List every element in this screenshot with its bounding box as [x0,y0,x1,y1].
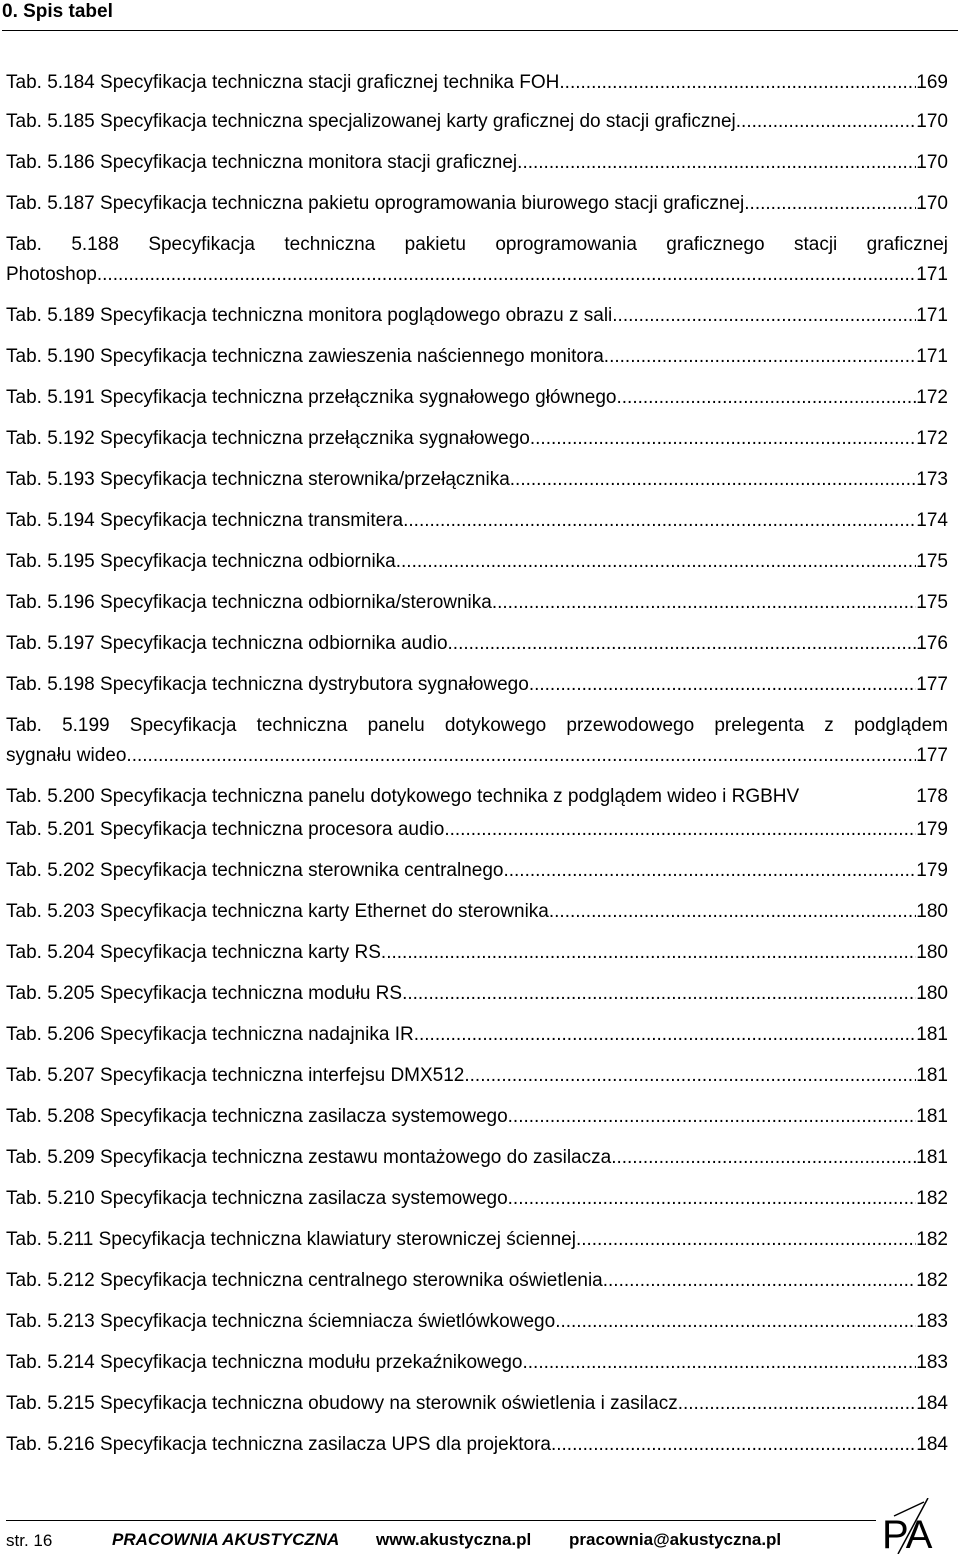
toc-entry-title: Tab. 5.196 Specyfikacja techniczna odbiornika/sterownika [6,592,492,613]
footer-website-link[interactable]: www.akustyczna.pl [376,1530,532,1549]
toc-page-number: 170 [916,152,948,173]
toc-dot-leader [464,1061,916,1091]
toc-dot-leader [611,1143,916,1173]
toc-entry-title: Tab. 5.191 Specyfikacja techniczna przełącznika sygnałowego głównego [6,387,617,408]
table-of-contents [6,68,948,1471]
toc-entry-title: Tab. 5.205 Specyfikacja techniczna modułu RS [6,983,403,1004]
toc-page-number: 178 [916,786,948,807]
toc-dot-leader [97,260,916,290]
toc-entry-title: Tab. 5.208 Specyfikacja techniczna zasilacza systemowego [6,1106,508,1127]
toc-entry-title: Tab. 5.195 Specyfikacja techniczna odbiornika [6,551,396,572]
toc-page-number: 180 [916,983,948,1004]
toc-dot-leader [549,897,916,927]
toc-entry-title: Tab. 5.200 Specyfikacja techniczna panelu dotykowego technika z podglądem wideo i RGBHV [6,786,800,807]
toc-page-number: 173 [916,469,948,490]
toc-dot-leader [576,1225,916,1255]
company-logo [878,1498,954,1554]
toc-entry[interactable] [6,897,948,938]
toc-page-number: 172 [916,387,948,408]
toc-dot-leader [559,68,916,98]
toc-dot-leader [503,856,916,886]
toc-entry[interactable] [6,465,948,506]
toc-page-number: 176 [916,633,948,654]
toc-page-number: 179 [916,819,948,840]
toc-page-number: 177 [916,674,948,695]
toc-dot-leader [551,1430,916,1460]
toc-entry[interactable] [6,342,948,383]
toc-page-number: 170 [916,193,948,214]
toc-page-number: 171 [916,305,948,326]
toc-entry[interactable] [6,1225,948,1266]
toc-entry[interactable] [6,148,948,189]
toc-entry-title: Tab. 5.214 Specyfikacja techniczna modułu przekaźnikowego [6,1352,523,1373]
toc-entry[interactable] [6,1184,948,1225]
toc-page-number: 184 [916,1434,948,1455]
toc-entry-title: Tab. 5.203 Specyfikacja techniczna karty Ethernet do sterownika [6,901,549,922]
toc-dot-leader [396,547,917,577]
toc-entry-title: Tab. 5.185 Specyfikacja techniczna specjalizowanej karty graficznej do stacji graficznej [6,111,736,132]
footer-email-link[interactable]: pracownia@akustyczna.pl [569,1530,782,1549]
toc-entry-title: Tab. 5.192 Specyfikacja techniczna przełącznika sygnałowego [6,428,530,449]
toc-entry[interactable] [6,1266,948,1307]
toc-page-number: 171 [916,264,948,285]
toc-page-number: 175 [916,592,948,613]
toc-dot-leader [529,670,916,700]
toc-entry[interactable] [6,1020,948,1061]
toc-entry-title: Tab. 5.201 Specyfikacja techniczna procesora audio [6,819,445,840]
toc-page-number: 179 [916,860,948,881]
toc-entry[interactable] [6,1430,948,1471]
toc-entry[interactable] [6,424,948,465]
toc-dot-leader [492,588,916,618]
toc-entry-title: Photoshop [6,264,97,285]
toc-dot-leader [508,1102,917,1132]
toc-entry-title: Tab. 5.197 Specyfikacja techniczna odbiornika audio [6,633,448,654]
logo-text: PA [882,1513,933,1554]
toc-entry-title: Tab. 5.204 Specyfikacja techniczna karty RS [6,942,381,963]
page-title: 0. Spis tabel [2,1,113,22]
toc-entry[interactable] [6,301,948,342]
toc-entry-title: Tab. 5.202 Specyfikacja techniczna sterownika centralnego [6,860,504,881]
toc-entry[interactable] [6,979,948,1020]
toc-entry[interactable] [6,1143,948,1184]
toc-dot-leader [609,342,916,372]
page-header [2,0,958,32]
toc-entry[interactable] [6,107,948,148]
toc-dot-leader [736,107,917,137]
toc-entry-title: Tab. 5.193 Specyfikacja techniczna sterownika/przełącznika [6,469,510,490]
toc-entry[interactable] [6,815,948,856]
toc-entry-title: Tab. 5.184 Specyfikacja techniczna stacji graficznej technika FOH [6,72,560,93]
toc-entry[interactable] [6,189,948,230]
toc-dot-leader [508,1184,917,1214]
toc-entry[interactable] [6,1307,948,1348]
toc-entry-title: Tab. 5.213 Specyfikacja techniczna ściemniacza świetlówkowego [6,1311,556,1332]
toc-entry-title: Tab. 5.209 Specyfikacja techniczna zestawu montażowego do zasilacza [6,1147,612,1168]
toc-dot-leader [402,979,916,1009]
toc-entry-title: Tab. 5.186 Specyfikacja techniczna monitora stacji graficznej. [6,152,523,173]
toc-entry-title: Tab. 5.189 Specyfikacja techniczna monitora poglądowego obrazu z sali [6,305,613,326]
toc-entry-title: Tab. 5.206 Specyfikacja techniczna nadajnika IR [6,1024,414,1045]
toc-page-number: 182 [916,1229,948,1250]
toc-entry[interactable] [6,1348,948,1389]
toc-entry-title: Tab. 5.207 Specyfikacja techniczna interfejsu DMX512 [6,1065,465,1086]
toc-dot-leader [522,1348,916,1378]
toc-dot-leader [555,1307,916,1337]
toc-page-number: 172 [916,428,948,449]
toc-entry[interactable] [6,547,948,588]
toc-page-number: 181 [916,1106,948,1127]
footer-company-name: PRACOWNIA AKUSTYCZNA [112,1530,340,1549]
toc-entry-title: Tab. 5.190 Specyfikacja techniczna zawieszenia naściennego monitora. [6,346,610,367]
toc-page-number: 180 [916,901,948,922]
toc-dot-leader [617,383,917,413]
toc-dot-leader [678,1389,917,1419]
toc-dot-leader [414,1020,917,1050]
toc-entry[interactable] [6,1389,948,1430]
toc-page-number: 181 [916,1147,948,1168]
toc-entry[interactable] [6,1061,948,1102]
toc-entry[interactable] [6,68,948,107]
toc-dot-leader [530,424,916,454]
header-divider [2,30,958,31]
toc-entry[interactable] [6,711,948,782]
toc-dot-leader [522,148,916,178]
toc-dot-leader [510,465,917,495]
toc-dot-leader [448,629,917,659]
toc-page-number: 171 [916,346,948,367]
toc-entry-title-line: Tab. 5.199 Specyfikacja techniczna panelu dotykowego przewodowego prelegenta z podglądem [6,715,948,736]
toc-entry-title: Tab. 5.216 Specyfikacja techniczna zasilacza UPS dla projektora [6,1434,551,1455]
toc-entry-title: Tab. 5.198 Specyfikacja techniczna dystrybutora sygnałowego [6,674,529,695]
toc-page-number: 180 [916,942,948,963]
toc-page-number: 184 [916,1393,948,1414]
toc-page-number: 183 [916,1352,948,1373]
toc-dot-leader [381,938,916,968]
toc-entry-title: Tab. 5.187 Specyfikacja techniczna pakietu oprogramowania biurowego stacji graficznej [6,193,745,214]
toc-entry[interactable] [6,856,948,897]
toc-dot-leader [126,741,916,771]
toc-entry[interactable] [6,938,948,979]
toc-page-number: 170 [916,111,948,132]
toc-entry[interactable] [6,782,948,815]
toc-page-number: 182 [916,1270,948,1291]
toc-entry[interactable] [6,588,948,629]
toc-page-number: 169 [916,72,948,93]
toc-page-number: 174 [916,510,948,531]
footer-divider [6,1520,876,1521]
toc-page-number: 177 [916,745,948,766]
toc-dot-leader [612,301,916,331]
footer-page-number: str. 16 [6,1531,53,1550]
toc-page-number: 181 [916,1024,948,1045]
toc-entry-title: Tab. 5.215 Specyfikacja techniczna obudowy na sterownik oświetlenia i zasilacz [6,1393,678,1414]
toc-entry[interactable] [6,230,948,301]
toc-entry[interactable] [6,629,948,670]
toc-page-number: 181 [916,1065,948,1086]
toc-entry-title-line: Tab. 5.188 Specyfikacja techniczna pakietu oprogramowania graficznego stacji graficznej [6,234,948,255]
toc-dot-leader [744,189,916,219]
page-footer [6,1498,954,1555]
toc-entry-title: Tab. 5.212 Specyfikacja techniczna centralnego sterownika oświetlenia [6,1270,603,1291]
toc-dot-leader [603,1266,917,1296]
toc-entry-title: Tab. 5.211 Specyfikacja techniczna klawiatury sterowniczej ściennej [6,1229,576,1250]
toc-dot-leader [403,506,916,536]
toc-entry-title: Tab. 5.194 Specyfikacja techniczna transmitera [6,510,404,531]
toc-page-number: 175 [916,551,948,572]
toc-entry-title: sygnału wideo [6,745,127,766]
toc-page-number: 182 [916,1188,948,1209]
toc-dot-leader [444,815,916,845]
toc-entry[interactable] [6,1102,948,1143]
toc-entry[interactable] [6,506,948,547]
toc-entry-title: Tab. 5.210 Specyfikacja techniczna zasilacza systemowego [6,1188,508,1209]
toc-entry[interactable] [6,670,948,711]
toc-page-number: 183 [916,1311,948,1332]
toc-entry[interactable] [6,383,948,424]
